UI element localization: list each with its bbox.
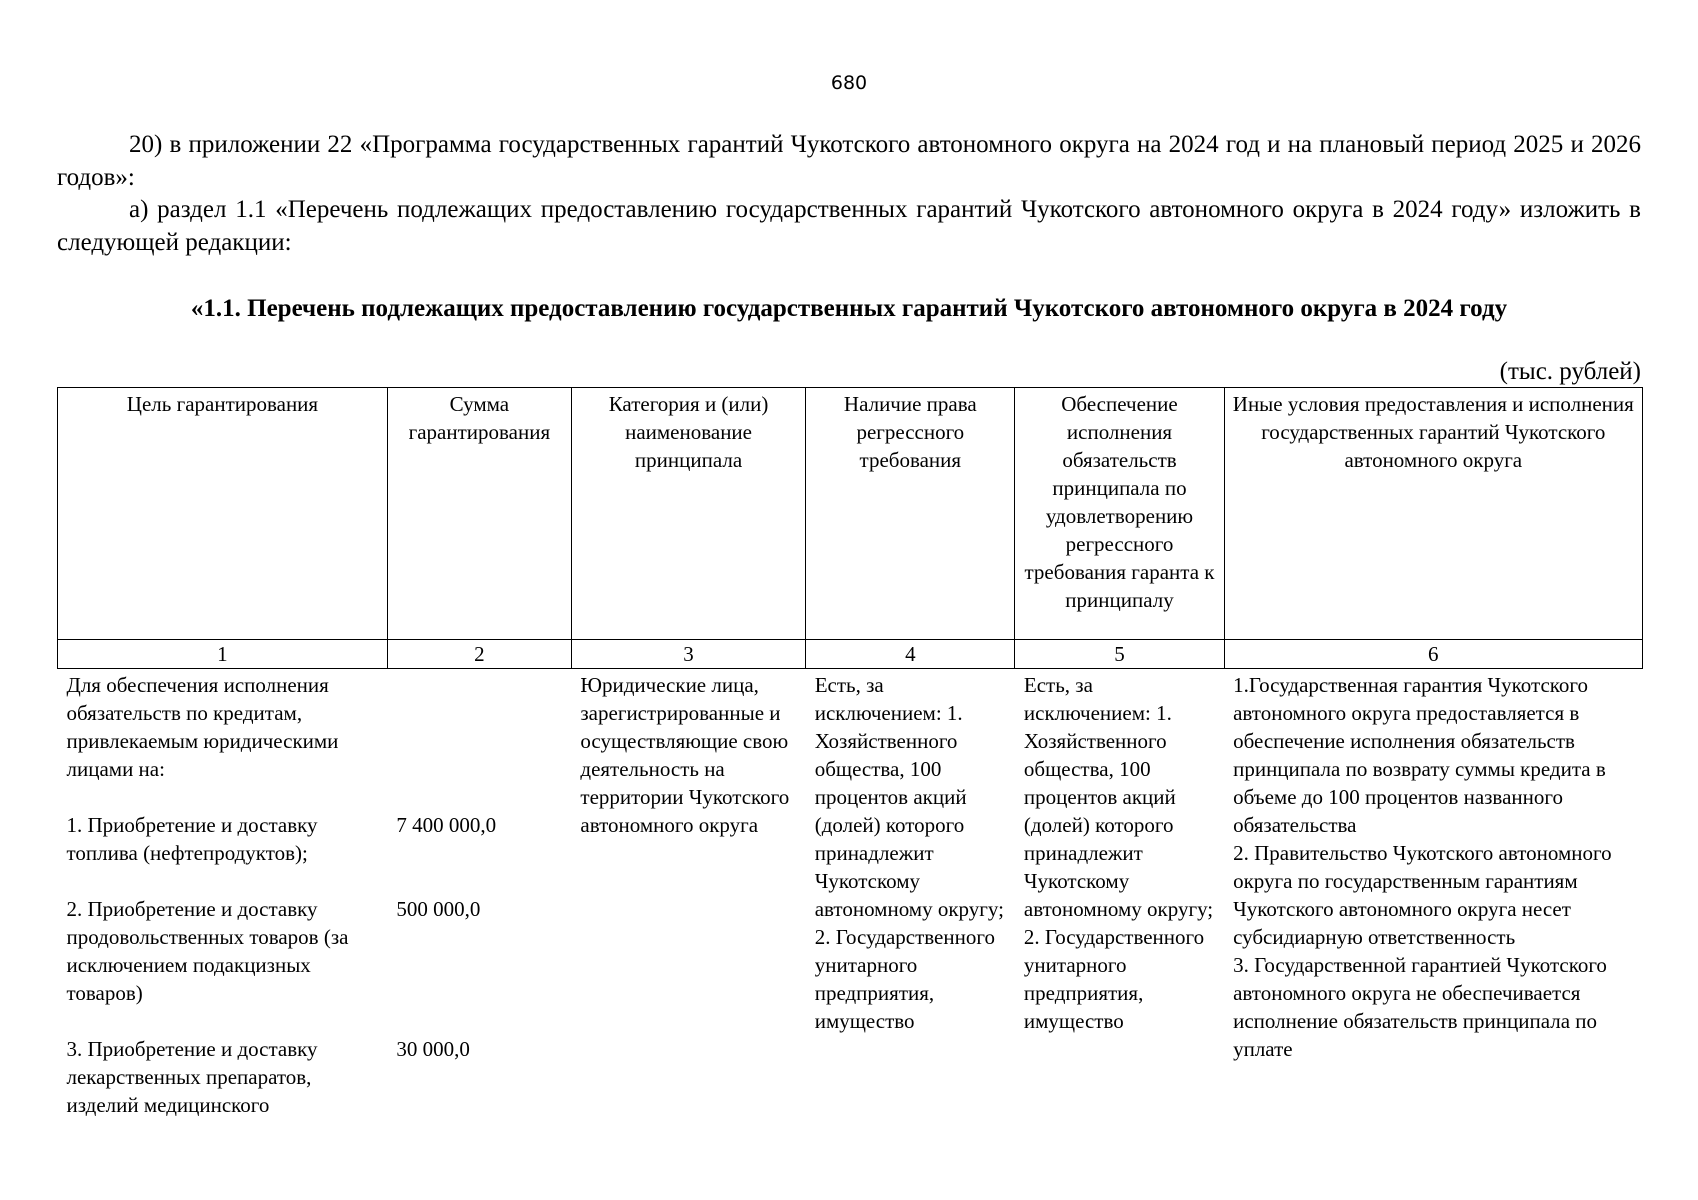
purpose-item-2: 2. Приобретение и доставку продовольственных товаров (за исключением подакцизных товаров) — [66, 897, 349, 1005]
header-security: Обеспечение исполнения обязательств принципала по удовлетворению регрессного требования гаранта к принципалу — [1015, 388, 1224, 640]
guarantees-table — [57, 387, 1643, 1121]
table-row — [58, 669, 1643, 1122]
condition-2: 2. Правительство Чукотского автономного округа по государственным гарантиям Чукотского автономного округа несет субсидиарную ответственность — [1233, 841, 1612, 949]
amount-item-2: 500 000,0 — [396, 897, 481, 921]
column-number: 2 — [387, 640, 571, 669]
column-number: 3 — [571, 640, 805, 669]
purpose-cell — [58, 669, 388, 1122]
paragraph-amendment-a: а) раздел 1.1 «Перечень подлежащих предоставлению государственных гарантий Чукотского автономного округа в 2024 году» изложить в следующей редакции: — [57, 196, 1641, 256]
amount-item-3: 30 000,0 — [396, 1037, 470, 1061]
amount-item-1: 7 400 000,0 — [396, 813, 497, 837]
table-header-row — [58, 388, 1643, 640]
other-conditions-cell — [1224, 669, 1642, 1122]
paragraph-amendment-20: 20) в приложении 22 «Программа государственных гарантий Чукотского автономного округа на 2024 год и на плановый период 2025 и 2026 годов»: — [57, 131, 1641, 191]
purpose-item-1: 1. Приобретение и доставку топлива (нефтепродуктов); — [66, 813, 318, 865]
section-heading: «1.1. Перечень подлежащих предоставлению государственных гарантий Чукотского автономного округа в 2024 году — [190, 295, 1508, 322]
security-cell: Есть, за исключением: 1. Хозяйственного общества, 100 процентов акций (долей) которого принадлежит Чукотскому автономному округу; 2. Государственного унитарного предприятия, имущество — [1023, 673, 1214, 1033]
page-number: 680 — [830, 72, 868, 94]
column-number: 6 — [1224, 640, 1642, 669]
header-principal: Категория и (или) наименование принципала — [571, 388, 805, 640]
amount-cell — [387, 669, 571, 1122]
header-amount: Сумма гарантирования — [387, 388, 571, 640]
column-number: 1 — [58, 640, 388, 669]
condition-1: 1.Государственная гарантия Чукотского автономного округа предоставляется в обеспечение исполнения обязательств принципала по возврату суммы кредита в объеме до 100 процентов названного обязательства — [1233, 673, 1606, 837]
column-number: 5 — [1015, 640, 1224, 669]
regress-right-cell: Есть, за исключением: 1. Хозяйственного общества, 100 процентов акций (долей) которого принадлежит Чукотскому автономному округу; 2. Государственного унитарного предприятия, имущество — [814, 673, 1004, 1033]
purpose-item-3: 3. Приобретение и доставку лекарственных препаратов, изделий медицинского — [66, 1037, 318, 1117]
header-purpose: Цель гарантирования — [58, 388, 388, 640]
units-label: (тыс. рублей) — [1499, 358, 1641, 385]
condition-3: 3. Государственной гарантией Чукотского автономного округа не обеспечивается исполнение обязательств принципала по уплате — [1233, 953, 1607, 1061]
purpose-intro: Для обеспечения исполнения обязательств по кредитам, привлекаемым юридическими лицами на: — [66, 673, 339, 781]
column-number-row — [58, 640, 1643, 669]
principal-cell: Юридические лица, зарегистрированные и осуществляющие свою деятельность на территории Чукотского автономного округа — [580, 673, 790, 837]
header-other-conditions: Иные условия предоставления и исполнения государственных гарантий Чукотского автономного округа — [1224, 388, 1642, 640]
column-number: 4 — [806, 640, 1015, 669]
header-regress-right: Наличие права регрессного требования — [806, 388, 1015, 640]
